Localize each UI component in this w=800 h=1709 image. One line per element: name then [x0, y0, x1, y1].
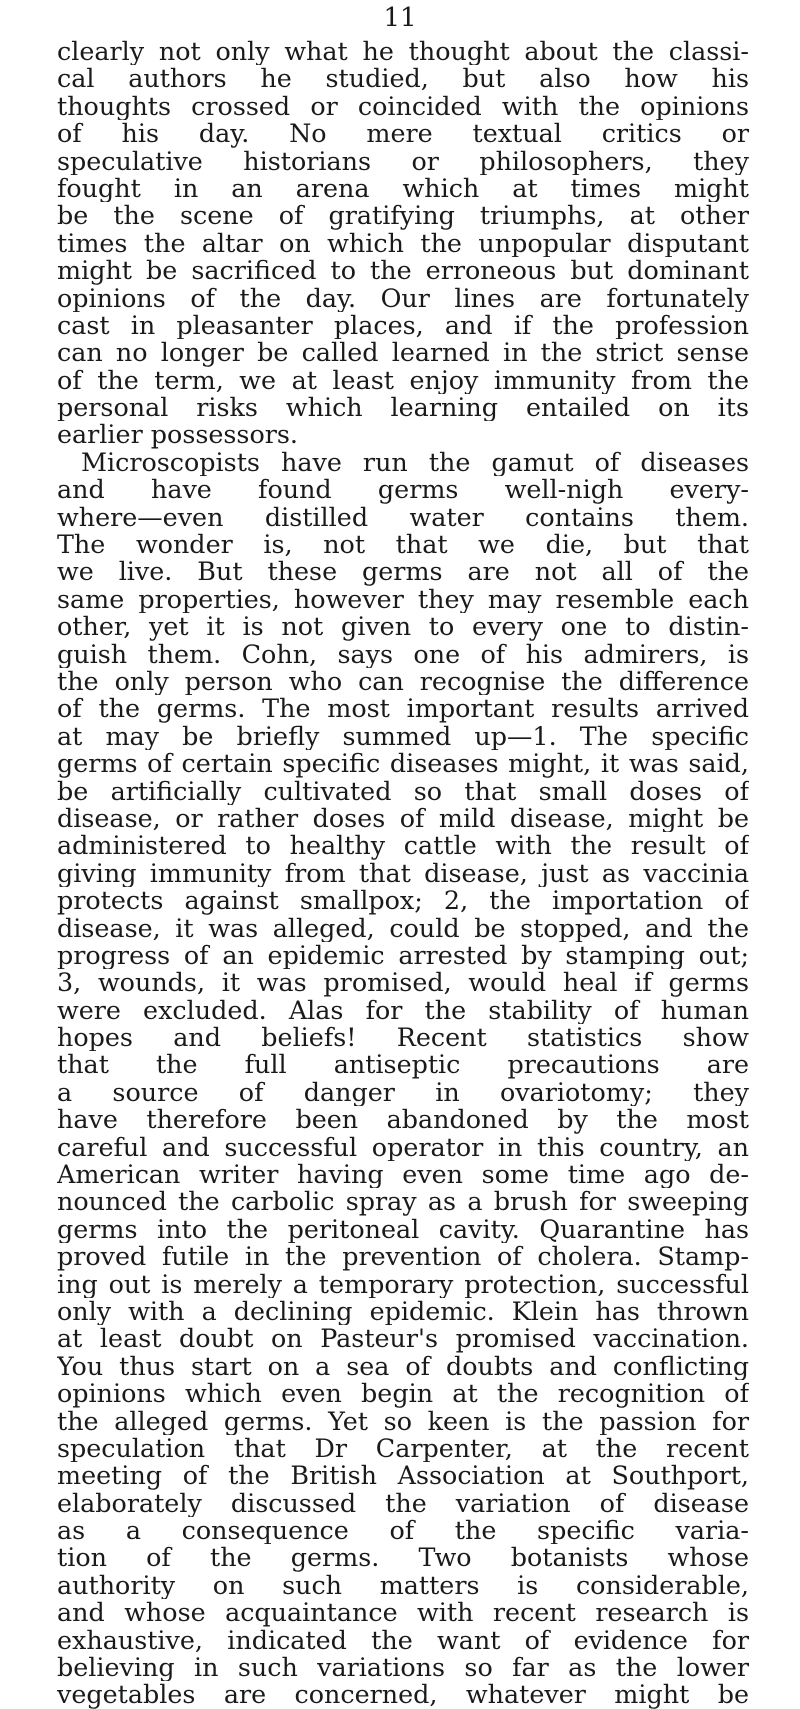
text-line: elaborately discussed the variation of disease [57, 1489, 749, 1518]
text-line: disease, it was alleged, could be stopped, and the [57, 914, 749, 942]
text-line: protects against smallpox; 2, the importation of [57, 887, 749, 915]
text-line: of his day. No mere textual critics or [57, 120, 749, 148]
text-line: times the altar on which the unpopular disputant [57, 229, 749, 258]
text-line: germs of certain specific diseases might, it was said, [57, 750, 749, 778]
text-line: administered to healthy cattle with the result of [57, 832, 749, 860]
body-text [57, 38, 749, 1709]
text-line: disease, or rather doses of mild disease, might be [57, 804, 749, 833]
text-line: have therefore been abandoned by the most [57, 1106, 749, 1134]
text-line: thoughts crossed or coincided with the opinions [57, 92, 749, 121]
text-line: clearly not only what he thought about the classi- [57, 38, 749, 66]
text-line: exhaustive, indicated the want of evidence for [57, 1626, 749, 1655]
text-line: hopes and beliefs! Recent statistics show [57, 1024, 749, 1052]
paragraph-end-line: earlier possessors. [57, 421, 298, 449]
text-line: at least doubt on Pasteur's promised vaccination. [57, 1325, 749, 1353]
text-line: of the term, we at least enjoy immunity from the [57, 366, 749, 395]
text-line: we live. But these germs are not all of the [57, 558, 749, 586]
text-line: at may be briefly summed up—1. The specific [57, 722, 749, 751]
text-line: a source of danger in ovariotomy; they [57, 1078, 749, 1107]
text-line: be the scene of gratifying triumphs, at other [57, 202, 749, 230]
text-line: only with a declining epidemic. Klein has thrown [57, 1297, 749, 1326]
text-line: nounced the carbolic spray as a brush for sweeping [57, 1188, 749, 1216]
text-line: cal authors he studied, but also how his [57, 65, 749, 93]
text-line: believing in such variations so far as the lower [57, 1654, 749, 1682]
text-line: the alleged germs. Yet so keen is the passion for [57, 1407, 749, 1435]
text-line: be artificially cultivated so that small doses of [57, 777, 749, 805]
text-line: guish them. Cohn, says one of his admirers, is [57, 640, 749, 668]
text-line: opinions which even begin at the recognition of [57, 1380, 749, 1408]
text-line: speculation that Dr Carpenter, at the recent [57, 1434, 749, 1463]
page-number: 11 [383, 3, 417, 33]
paragraph-start-line: Microscopists have run the gamut of diseases [81, 448, 749, 477]
text-line: and whose acquaintance with recent research is [57, 1599, 749, 1627]
text-line: fought in an arena which at times might [57, 174, 749, 203]
text-line: authority on such matters is considerable, [57, 1571, 749, 1600]
text-line: cast in pleasanter places, and if the profession [57, 311, 749, 340]
text-line: proved futile in the prevention of cholera. Stamp- [57, 1243, 749, 1271]
text-line: the only person who can recognise the difference [57, 667, 749, 696]
text-line: and have found germs well-nigh every- [57, 476, 749, 504]
text-line: same properties, however they may resemble each [57, 585, 749, 614]
text-line: opinions of the day. Our lines are fortunately [57, 284, 749, 312]
text-line: progress of an epidemic arrested by stamping out; [57, 941, 749, 970]
text-line: speculative historians or philosophers, they [57, 147, 749, 175]
text-line: that the full antiseptic precautions are [57, 1051, 749, 1079]
text-line: American writer having even some time ago de- [57, 1161, 749, 1189]
text-line: meeting of the British Association at Southport, [57, 1462, 749, 1490]
text-line: giving immunity from that disease, just as vaccinia [57, 859, 749, 888]
text-line: of the germs. The most important results arrived [57, 695, 749, 723]
text-line: personal risks which learning entailed on its [57, 394, 749, 422]
text-line: were excluded. Alas for the stability of human [57, 996, 749, 1025]
text-line: ing out is merely a temporary protection, successful [57, 1270, 749, 1298]
text-line: The wonder is, not that we die, but that [57, 531, 749, 559]
text-line: 3, wounds, it was promised, would heal if germs [57, 969, 749, 997]
text-line: careful and successful operator in this country, an [57, 1133, 749, 1162]
text-line: tion of the germs. Two botanists whose [57, 1544, 749, 1572]
text-line: other, yet it is not given to every one to distin- [57, 613, 749, 641]
text-line: can no longer be called learned in the strict sense [57, 339, 749, 367]
text-line: where—even distilled water contains them. [57, 503, 749, 532]
text-line: germs into the peritoneal cavity. Quarantine has [57, 1215, 749, 1244]
text-line: You thus start on a sea of doubts and conflicting [57, 1352, 749, 1381]
text-line: as a consequence of the specific varia- [57, 1517, 749, 1545]
text-line: might be sacrificed to the erroneous but dominant [57, 257, 749, 285]
text-line: vegetables are concerned, whatever might be [57, 1681, 749, 1709]
